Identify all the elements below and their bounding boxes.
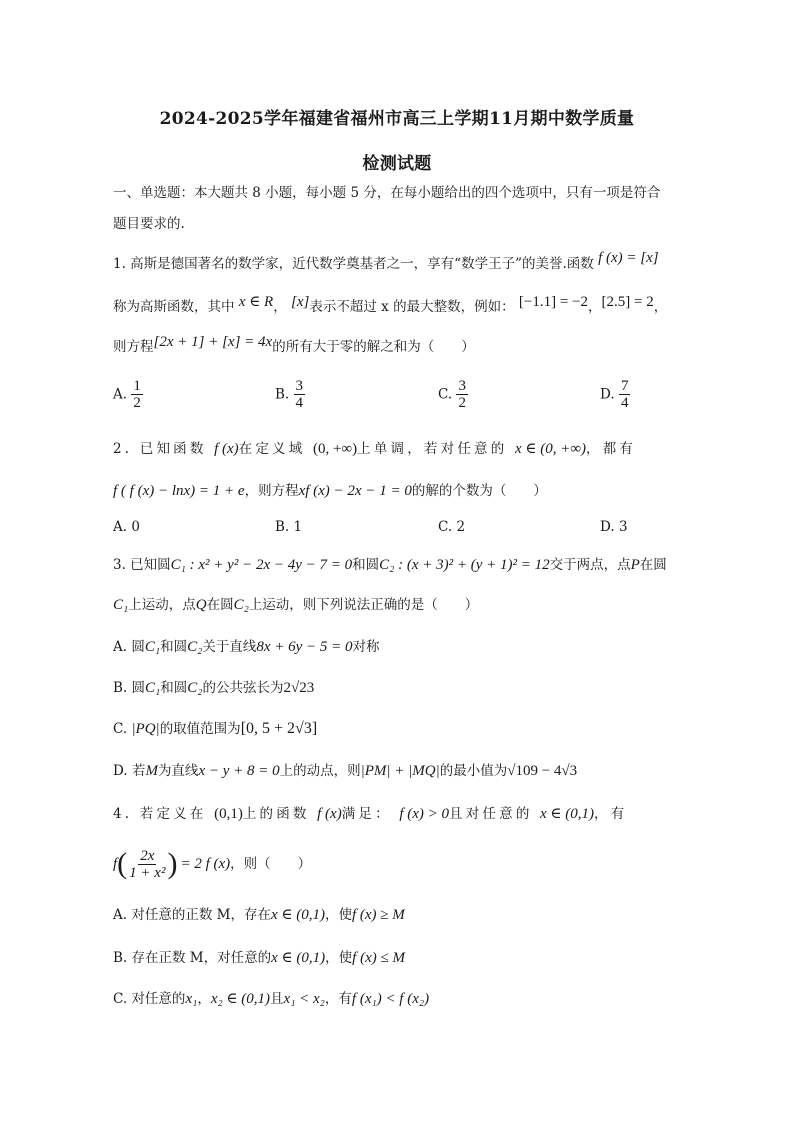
q4-formula: f (113, 856, 118, 872)
q3-text: 和圆 (352, 557, 380, 573)
q1-formula: [2x + 1] + [x] = 4x (153, 334, 273, 350)
denominator: 1 + x² (129, 864, 166, 881)
page-title-line2: 检测试题 (362, 154, 432, 174)
q4-text: 且对任意的 (449, 806, 533, 822)
question-1-line-2 (113, 294, 668, 316)
q2-text: 2. 已知函数 (113, 441, 207, 457)
q4-text: 满足： (341, 806, 392, 822)
q3-text: 交于两点，点 (549, 557, 631, 573)
option-label: C. (438, 386, 453, 403)
q3-formula: [0, 5 + 2√3] (240, 720, 318, 737)
q4-formula: (0,1) (214, 806, 243, 822)
q3-text: 圆 (131, 639, 145, 655)
q3-text: 若 (131, 763, 146, 779)
q1-option-a[interactable] (113, 378, 143, 411)
section-heading: 一、单选题：本大题共 8 小题，每小题 5 分，在每小题给出的四个选项中，只有一项是符合 (113, 185, 661, 201)
q3-formula: |PQ| (131, 721, 160, 737)
q4-option-a[interactable] (113, 906, 405, 924)
option-label: B. (275, 386, 290, 403)
q3-text: 和圆 (160, 639, 188, 655)
q3-text: 圆 (131, 680, 146, 696)
q1-formula: x ∈ R (238, 294, 274, 310)
q4-text: ，使 (324, 907, 352, 923)
q1-text: 则方程 (113, 339, 154, 355)
q4-formula: x₁ < x₂ (283, 991, 325, 1007)
q3-formula: P (630, 557, 640, 573)
denominator: 4 (620, 395, 629, 411)
q3-text: 上的动点，则 (279, 763, 361, 779)
q3-text: 的最小值为 (439, 763, 508, 779)
question-3-line-1 (113, 556, 667, 574)
option-label: B. (275, 519, 290, 535)
q3-formula: M (145, 763, 158, 779)
q3-option-c[interactable] (113, 720, 317, 738)
q3-formula: √109 − 4√3 (507, 763, 578, 779)
q1-formula: [2.5] = 2 (601, 294, 654, 310)
option-value: 2 (456, 519, 466, 535)
q4-formula: x₁ (185, 991, 198, 1007)
q3-option-b[interactable] (113, 679, 314, 697)
q3-text: 关于直线 (202, 639, 257, 655)
denominator: 2 (133, 395, 141, 411)
q4-text: 且 (270, 991, 284, 1007)
numerator: 1 (133, 378, 141, 394)
q3-formula-circle-2: C₂ : (x + 3)² + (y + 1)² = 12 (379, 557, 550, 573)
q3-formula: C₁ (144, 639, 161, 655)
q4-formula: f (x₁) < f (x₂) (351, 991, 430, 1007)
q4-text: ，则（ ） (230, 856, 312, 872)
option-label: A. (113, 519, 128, 535)
option-fraction (294, 378, 306, 411)
q4-text: 存在正数 M，对任意的 (131, 950, 272, 966)
q1-option-c[interactable] (438, 378, 468, 411)
q4-formula: x ∈ (0,1) (540, 806, 595, 822)
q4-text: ， (197, 991, 211, 1007)
numerator: 2x (140, 847, 155, 864)
q4-formula: f (x) ≥ M (351, 907, 405, 923)
section-heading-cont: 题目要求的. (113, 216, 185, 232)
q2-formula: (0, +∞) (312, 441, 358, 457)
q1-text: 称为高斯函数，其中 (113, 299, 235, 315)
q1-text: 的所有大于零的解之和为（ ） (272, 339, 475, 355)
q4-text: ，有 (324, 991, 352, 1007)
q3-text: 的公共弦长为 (202, 680, 284, 696)
q4-text: ，使 (325, 950, 353, 966)
option-label: A. (113, 907, 128, 923)
q3-text: 在圆 (206, 597, 234, 613)
q2-text: ，则方程 (244, 483, 299, 499)
q1-option-b[interactable] (275, 378, 305, 411)
q2-formula: f (x) (214, 441, 239, 457)
q4-text: ，有 (594, 806, 628, 822)
question-2-line-2 (113, 482, 547, 500)
q3-formula: x − y + 8 = 0 (198, 763, 280, 779)
q3-formula: 8x + 6y − 5 = 0 (256, 639, 353, 655)
q4-formula: x₂ ∈ (0,1) (210, 991, 271, 1007)
q1-text: 表示不超过 x 的最大整数，例如： (309, 299, 515, 315)
option-fraction (456, 378, 468, 411)
denominator: 2 (458, 395, 466, 411)
question-1-line-1 (113, 250, 659, 273)
q2-text: 在定义域 (238, 441, 306, 457)
q2-option-a[interactable] (113, 519, 140, 535)
option-label: D. (600, 386, 615, 403)
q4-text: 对任意的 (131, 991, 186, 1007)
q1-formula: [x] (291, 294, 310, 310)
q4-text: 4. 若定义在 (113, 806, 207, 822)
q3-formula: C₂ (233, 597, 249, 613)
option-value: 0 (131, 519, 140, 535)
option-label: C. (113, 991, 128, 1007)
q3-text: 在圆 (639, 557, 667, 573)
q3-formula: C₂ (187, 639, 203, 655)
q2-text: ，都有 (586, 441, 637, 457)
option-fraction (619, 378, 631, 411)
q3-text: 上运动，则下列说法正确的是（ ） (248, 597, 479, 613)
q3-formula: C₁ (145, 680, 161, 696)
q4-formula: f (x) (317, 806, 342, 822)
q3-text: 3. 已知圆 (113, 557, 171, 573)
q4-formula: x ∈ (0,1) (271, 950, 326, 966)
q2-formula: x ∈ (0, +∞) (514, 441, 587, 457)
q2-text: 的解的个数为（ ） (411, 483, 547, 499)
q1-text: 1. 高斯是德国著名的数学家，近代数学奠基者之一，享有“数学王子”的美誉.函数 (113, 256, 594, 272)
q2-formula: xf (x) − 2x − 1 = 0 (298, 483, 412, 499)
option-value: 1 (293, 519, 303, 535)
q4-option-b[interactable] (113, 949, 405, 967)
q3-formula: C₂ (187, 680, 203, 696)
q3-formula: |PM| + |MQ| (360, 763, 440, 779)
page-title: 2024-2025学年福建省福州市高三上学期11月期中数学质量 (159, 109, 635, 129)
right-paren: ) (167, 847, 178, 880)
left-paren: ( (117, 847, 128, 880)
option-label: B. (113, 680, 128, 696)
q1-text: ， (273, 299, 287, 315)
q3-text: 为直线 (157, 763, 199, 779)
question-4-line-2 (113, 843, 311, 885)
option-label: D. (113, 763, 128, 779)
q4-fraction (127, 848, 167, 881)
q4-option-c[interactable] (113, 990, 429, 1008)
q2-text: 上单调，若对任意的 (357, 441, 508, 457)
q3-formula: 2√23 (283, 680, 315, 696)
q1-option-d[interactable] (600, 378, 630, 411)
question-2-line-1 (113, 440, 636, 458)
q4-formula: f (x) > 0 (399, 806, 450, 822)
q4-text: 上的函数 (242, 806, 310, 822)
q3-text: 和圆 (160, 680, 188, 696)
q4-formula: f (x) ≤ M (352, 950, 405, 966)
q3-formula: C₁ (113, 597, 129, 613)
q1-formula-gauss: f (x) = [x] (598, 250, 659, 266)
option-label: C. (438, 519, 453, 535)
option-label: A. (113, 639, 128, 655)
numerator: 7 (620, 378, 629, 394)
option-label: A. (113, 386, 128, 403)
q3-formula: Q (195, 597, 207, 613)
q4-formula: = 2 f (x) (180, 856, 231, 872)
option-fraction (131, 378, 143, 411)
q3-text: 上运动，点 (128, 597, 196, 613)
q2-option-d[interactable] (600, 519, 628, 535)
q3-option-a[interactable] (113, 638, 380, 656)
q1-formula: [−1.1] = −2 (518, 294, 588, 310)
q2-formula: f ( f (x) − lnx) = 1 + e (113, 483, 245, 499)
q3-option-d[interactable] (113, 762, 577, 780)
question-3-line-2 (113, 596, 478, 614)
question-4-line-1 (113, 805, 627, 823)
q4-formula: x ∈ (0,1) (270, 907, 325, 923)
option-label: B. (113, 950, 128, 966)
q3-text: 对称 (352, 639, 380, 655)
numerator: 3 (295, 378, 304, 394)
q2-option-b[interactable] (275, 519, 302, 535)
q3-formula-circle-1: C₁ : x² + y² − 2x − 4y − 7 = 0 (170, 557, 353, 573)
numerator: 3 (458, 378, 466, 394)
option-label: C. (113, 721, 128, 737)
denominator: 4 (295, 395, 304, 411)
option-label: D. (600, 519, 615, 535)
q4-text: 对任意的正数 M，存在 (131, 907, 271, 923)
q2-option-c[interactable] (438, 519, 465, 535)
q1-text: ， (588, 299, 602, 315)
question-1-line-3 (113, 334, 475, 356)
q1-text: ， (653, 299, 668, 315)
option-value: 3 (618, 519, 628, 535)
q3-text: 的取值范围为 (159, 721, 241, 737)
